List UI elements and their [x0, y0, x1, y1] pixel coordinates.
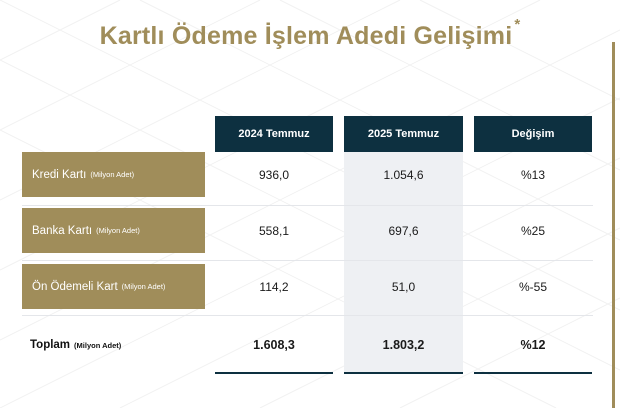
row-label-text: Banka Kartı [32, 224, 93, 237]
column-header-2025: 2025 Temmuz [344, 116, 463, 152]
row-unit: (Milyon Adet) [121, 282, 166, 291]
row-divider [22, 260, 593, 261]
cell-total-2025: 1.803,2 [382, 337, 425, 352]
row-unit: (Milyon Adet) [90, 170, 135, 179]
total-label-text: Toplam [30, 339, 71, 351]
row-divider [22, 315, 593, 316]
row-label-text: Kredi Kartı [32, 168, 87, 181]
row-label-credit-card [22, 152, 205, 197]
cell-credit-2025: 1.054,6 [383, 167, 424, 182]
column-header-2024: 2024 Temmuz [215, 116, 333, 152]
title-footnote-mark: * [514, 16, 521, 33]
cell-prepaid-change: %-55 [518, 279, 547, 294]
cell-credit-change: %13 [520, 167, 546, 182]
row-label-debit-card [22, 208, 205, 253]
page-title [0, 16, 620, 51]
cell-debit-change: %25 [520, 223, 546, 238]
row-unit: (Milyon Adet) [96, 226, 140, 235]
total-underline-2024 [215, 372, 333, 374]
column-header-change: Değişim [474, 116, 592, 152]
cell-debit-2024: 558,1 [258, 223, 290, 238]
cell-prepaid-2024: 114,2 [259, 279, 289, 294]
cell-total-change: %12 [520, 337, 546, 352]
cell-prepaid-2025: 51,0 [391, 279, 416, 294]
cell-total-2024: 1.608,3 [253, 337, 295, 352]
row-label-prepaid-card [22, 264, 205, 309]
title-text: Kartlı Ödeme İşlem Adedi Gelişimi [99, 22, 513, 50]
total-underline-change [474, 372, 592, 374]
total-unit: (Milyon Adet) [74, 340, 122, 350]
right-accent-rule [612, 42, 615, 408]
total-underline-2025 [344, 372, 463, 374]
cell-debit-2025: 697,6 [388, 223, 419, 238]
row-label-total [22, 322, 205, 368]
row-divider [22, 205, 593, 206]
cell-credit-2024: 936,0 [258, 167, 290, 182]
row-label-text: Ön Ödemeli Kart [32, 280, 118, 293]
